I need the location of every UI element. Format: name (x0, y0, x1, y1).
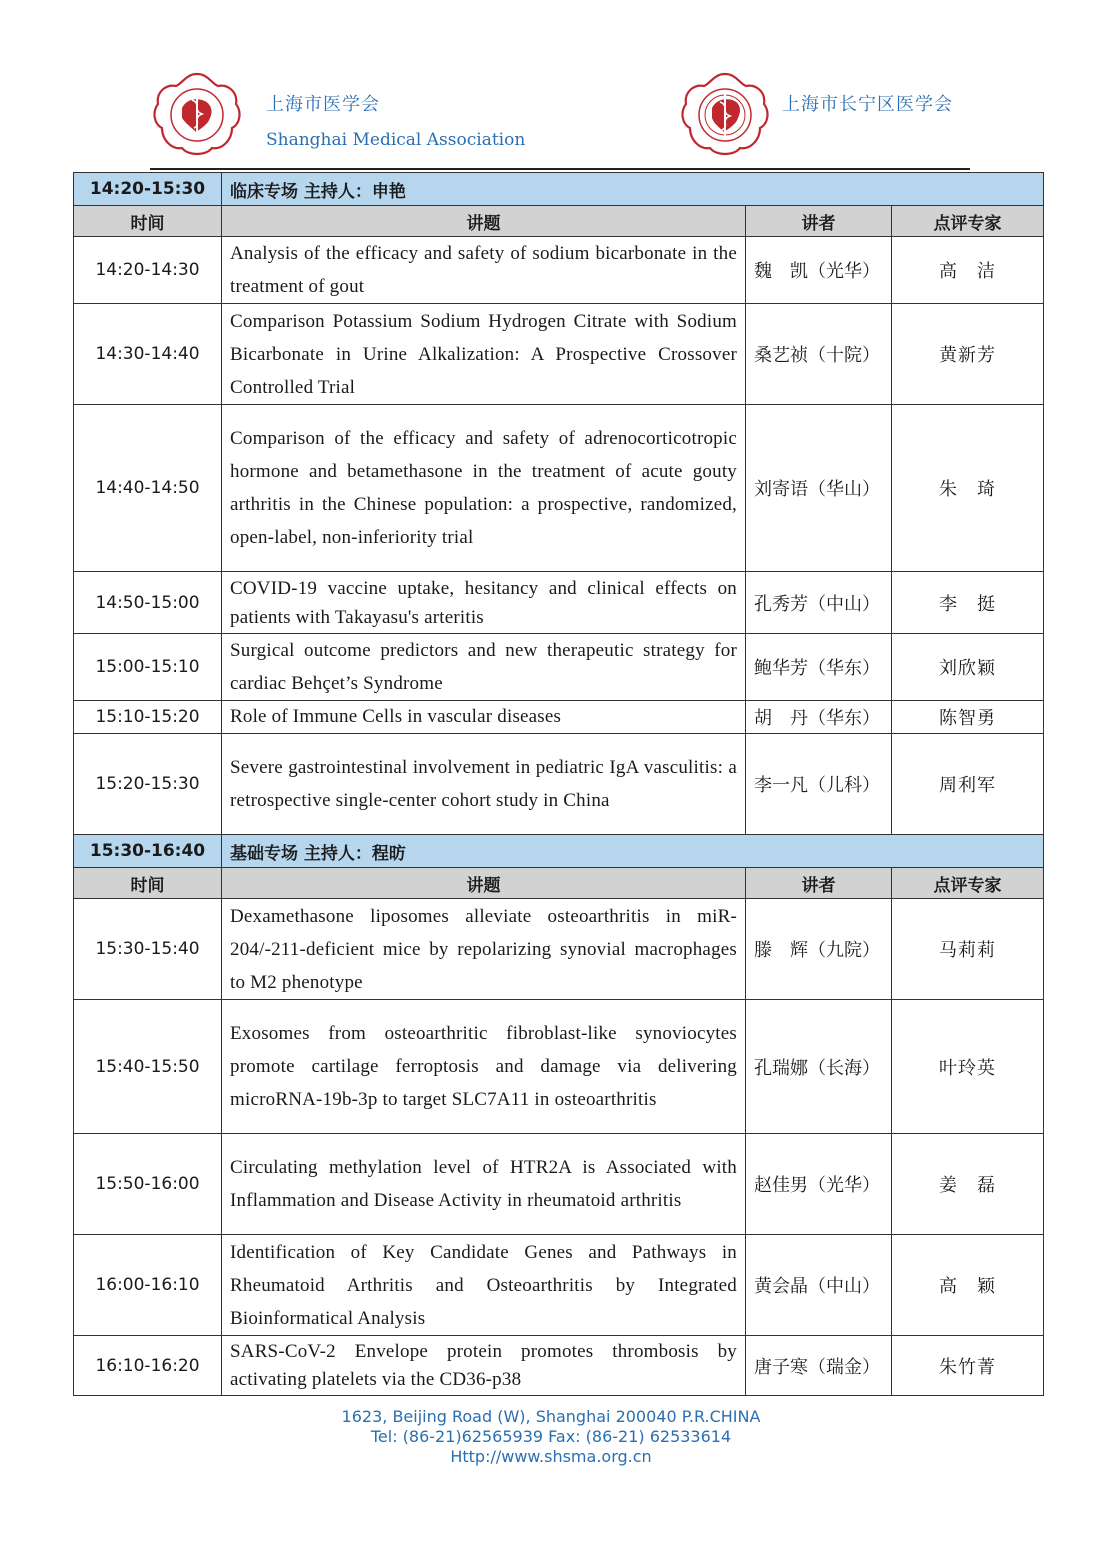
row-speaker: 刘寄语（华山） (746, 405, 892, 572)
left-org-en: Shanghai Medical Association (266, 130, 526, 150)
section-header (74, 835, 1044, 868)
table-row (74, 701, 1044, 734)
table-row (74, 1000, 1044, 1134)
row-reviewer: 高 洁 (892, 237, 1044, 304)
row-speaker: 李一凡（儿科） (746, 734, 892, 835)
row-reviewer: 马莉莉 (892, 899, 1044, 1000)
header-divider (150, 168, 970, 170)
row-time: 14:30-14:40 (74, 304, 222, 405)
right-org-cn: 上海市长宁区医学会 (782, 94, 953, 115)
table-row (74, 734, 1044, 835)
left-org-name (266, 90, 525, 150)
row-reviewer: 叶玲英 (892, 1000, 1044, 1134)
right-org-name (782, 90, 953, 116)
row-time: 15:50-16:00 (74, 1134, 222, 1235)
left-org-cn: 上海市医学会 (266, 94, 380, 115)
row-reviewer: 姜 磊 (892, 1134, 1044, 1235)
column-header-time: 时间 (74, 868, 222, 899)
table-row (74, 1336, 1044, 1396)
footer-phone: Tel: (86-21)62565939 Fax: (86-21) 62533614 (370, 1427, 732, 1446)
row-time: 15:30-15:40 (74, 899, 222, 1000)
caduceus-seal-icon (680, 70, 770, 160)
section-title: 临床专场 主持人：申艳 (222, 173, 1044, 206)
column-header-reviewer: 点评专家 (892, 868, 1044, 899)
table-row (74, 304, 1044, 405)
row-reviewer: 李 挺 (892, 572, 1044, 634)
program-table (73, 172, 1044, 1396)
column-header-speaker: 讲者 (746, 206, 892, 237)
row-topic: COVID-19 vaccine uptake, hesitancy and clinical effects on patients with Takayasu's arteritis (222, 572, 746, 634)
row-reviewer: 周利军 (892, 734, 1044, 835)
section-title: 基础专场 主持人：程昉 (222, 835, 1044, 868)
column-header-topic: 讲题 (222, 868, 746, 899)
row-topic: Comparison Potassium Sodium Hydrogen Citrate with Sodium Bicarbonate in Urine Alkalization: A Prospective Crossover Controlled Trial (222, 304, 746, 405)
section-time: 14:20-15:30 (74, 173, 222, 206)
table-row (74, 1235, 1044, 1336)
row-topic-text: SARS-CoV-2 Envelope protein promotes thrombosis by activating platelets via the CD36-p38 (230, 1340, 737, 1390)
row-speaker: 魏 凯（光华） (746, 237, 892, 304)
table-row (74, 572, 1044, 634)
column-header-speaker: 讲者 (746, 868, 892, 899)
row-speaker: 赵佳男（光华） (746, 1134, 892, 1235)
row-time: 16:00-16:10 (74, 1235, 222, 1336)
column-header-row (74, 868, 1044, 899)
row-speaker: 唐子寒（瑞金） (746, 1336, 892, 1396)
row-time: 14:20-14:30 (74, 237, 222, 304)
table-row (74, 405, 1044, 572)
row-time: 15:00-15:10 (74, 634, 222, 701)
caduceus-seal-icon (152, 70, 242, 160)
row-topic: Role of Immune Cells in vascular diseases (222, 701, 746, 734)
row-speaker: 滕 辉（九院） (746, 899, 892, 1000)
table-row (74, 634, 1044, 701)
row-topic: Comparison of the efficacy and safety of adrenocorticotropic hormone and betamethasone in the treatment of acute gouty arthritis in the Chinese population: a prospective, randomized, open-label, non-inferiority trial (222, 405, 746, 572)
row-time: 14:40-14:50 (74, 405, 222, 572)
row-speaker: 桑艺祯（十院） (746, 304, 892, 405)
changning-logo (680, 70, 770, 160)
row-reviewer: 朱竹菁 (892, 1336, 1044, 1396)
row-time: 15:10-15:20 (74, 701, 222, 734)
section-time: 15:30-16:40 (74, 835, 222, 868)
row-time: 14:50-15:00 (74, 572, 222, 634)
column-header-time: 时间 (74, 206, 222, 237)
row-time: 15:20-15:30 (74, 734, 222, 835)
row-reviewer: 朱 琦 (892, 405, 1044, 572)
row-topic: Circulating methylation level of HTR2A is Associated with Inflammation and Disease Activity in rheumatoid arthritis (222, 1134, 746, 1235)
row-time: 16:10-16:20 (74, 1336, 222, 1396)
row-reviewer: 刘欣颖 (892, 634, 1044, 701)
column-header-reviewer: 点评专家 (892, 206, 1044, 237)
footer-website[interactable]: Http://www.shsma.org.cn (450, 1447, 652, 1466)
column-header-row (74, 206, 1044, 237)
row-topic: Exosomes from osteoarthritic fibroblast-like synoviocytes promote cartilage ferroptosis and damage via delivering microRNA-19b-3p to target SLC7A11 in osteoarthritis (222, 1000, 746, 1134)
footer (0, 1407, 1102, 1467)
row-topic: Surgical outcome predictors and new therapeutic strategy for cardiac Behçet’s Syndrome (222, 634, 746, 701)
row-topic (222, 1336, 746, 1396)
row-reviewer: 高 颖 (892, 1235, 1044, 1336)
section-header (74, 173, 1044, 206)
table-row (74, 899, 1044, 1000)
column-header-topic: 讲题 (222, 206, 746, 237)
row-reviewer: 陈智勇 (892, 701, 1044, 734)
row-speaker: 孔瑞娜（长海） (746, 1000, 892, 1134)
row-speaker: 黄会晶（中山） (746, 1235, 892, 1336)
row-topic: Dexamethasone liposomes alleviate osteoarthritis in miR-204/-211-deficient mice by repolarizing synovial macrophages to M2 phenotype (222, 899, 746, 1000)
row-reviewer: 黄新芳 (892, 304, 1044, 405)
row-speaker: 孔秀芳（中山） (746, 572, 892, 634)
shma-logo (152, 70, 242, 160)
table-row (74, 1134, 1044, 1235)
row-time: 15:40-15:50 (74, 1000, 222, 1134)
footer-address: 1623, Beijing Road (W), Shanghai 200040 P.R.CHINA (341, 1407, 761, 1426)
row-speaker: 胡 丹（华东） (746, 701, 892, 734)
row-topic: Identification of Key Candidate Genes and Pathways in Rheumatoid Arthritis and Osteoarthritis by Integrated Bioinformatical Analysis (222, 1235, 746, 1336)
table-row (74, 237, 1044, 304)
row-topic: Analysis of the efficacy and safety of sodium bicarbonate in the treatment of gout (222, 237, 746, 304)
row-speaker: 鲍华芳（华东） (746, 634, 892, 701)
row-topic: Severe gastrointestinal involvement in pediatric IgA vasculitis: a retrospective single-center cohort study in China (222, 734, 746, 835)
